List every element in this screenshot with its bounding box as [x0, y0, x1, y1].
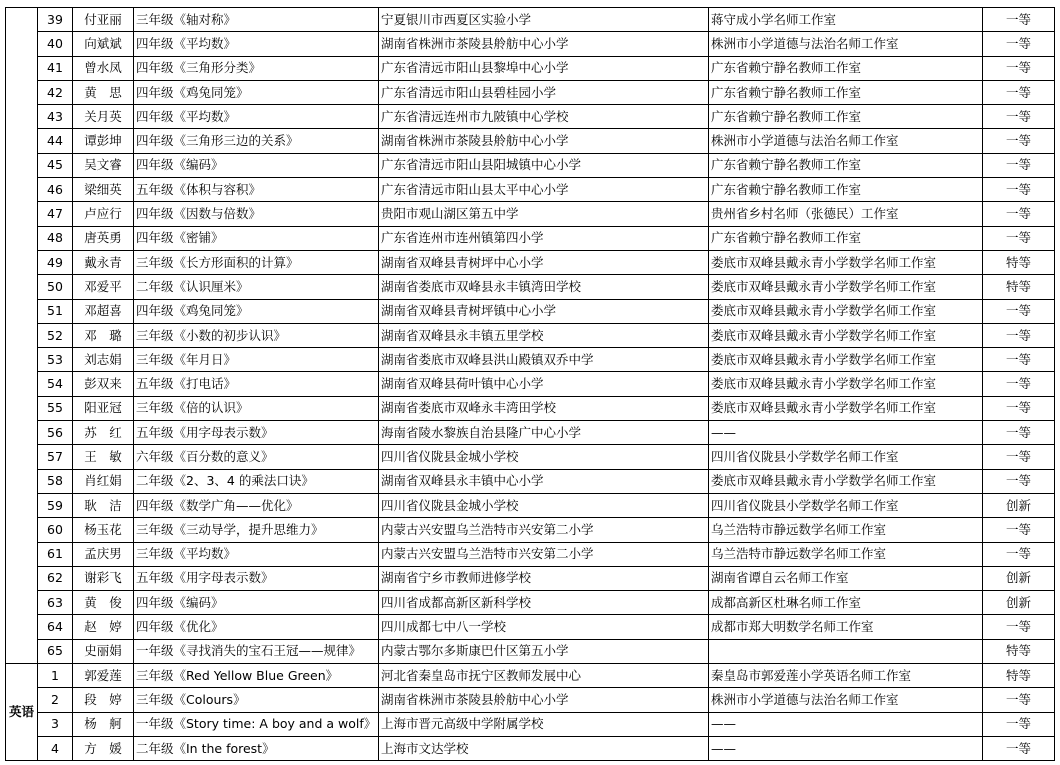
school-name: 河北省秦皇岛市抚宁区教师发展中心	[379, 664, 709, 688]
lesson-title: 四年级《平均数》	[134, 32, 379, 56]
table-row	[6, 736, 1055, 760]
award-level: 一等	[983, 105, 1055, 129]
award-level: 创新	[983, 493, 1055, 517]
teacher-name: 赵 婷	[73, 615, 134, 639]
studio-name: 广东省赖宁静名教师工作室	[709, 178, 983, 202]
teacher-name: 邓爱平	[73, 275, 134, 299]
award-level: 一等	[983, 469, 1055, 493]
school-name: 湖南省双峰县永丰镇中心小学	[379, 469, 709, 493]
table-row	[6, 129, 1055, 153]
table-row	[6, 615, 1055, 639]
lesson-title: 四年级《编码》	[134, 591, 379, 615]
subject-cell	[6, 8, 38, 664]
school-name: 四川成都七中八一学校	[379, 615, 709, 639]
studio-name: 娄底市双峰县戴永青小学数学名师工作室	[709, 372, 983, 396]
studio-name: 贵州省乡村名师（张德民）工作室	[709, 202, 983, 226]
row-number: 1	[38, 664, 73, 688]
table-row	[6, 518, 1055, 542]
award-level: 特等	[983, 275, 1055, 299]
award-level: 特等	[983, 664, 1055, 688]
studio-name: 娄底市双峰县戴永青小学数学名师工作室	[709, 250, 983, 274]
teacher-name: 苏 红	[73, 421, 134, 445]
school-name: 湖南省株洲市茶陵县舲舫中心小学	[379, 688, 709, 712]
award-level: 一等	[983, 226, 1055, 250]
table-row	[6, 542, 1055, 566]
table-row	[6, 105, 1055, 129]
teacher-name: 谭彭坤	[73, 129, 134, 153]
lesson-title: 四年级《因数与倍数》	[134, 202, 379, 226]
row-number: 39	[38, 8, 73, 32]
subject-cell: 英语	[6, 664, 38, 761]
teacher-name: 肖红娟	[73, 469, 134, 493]
row-number: 59	[38, 493, 73, 517]
teacher-name: 王 敏	[73, 445, 134, 469]
table-row	[6, 493, 1055, 517]
award-level: 一等	[983, 372, 1055, 396]
studio-name: 乌兰浩特市静远数学名师工作室	[709, 542, 983, 566]
row-number: 60	[38, 518, 73, 542]
table-row	[6, 250, 1055, 274]
teacher-name: 吴文睿	[73, 153, 134, 177]
studio-name: 娄底市双峰县戴永青小学数学名师工作室	[709, 348, 983, 372]
table-row	[6, 348, 1055, 372]
row-number: 57	[38, 445, 73, 469]
school-name: 湖南省株洲市茶陵县舲舫中心小学	[379, 32, 709, 56]
studio-name: 娄底市双峰县戴永青小学数学名师工作室	[709, 469, 983, 493]
school-name: 湖南省双峰县青树坪镇中心小学	[379, 299, 709, 323]
studio-name: 株洲市小学道德与法治名师工作室	[709, 32, 983, 56]
studio-name: 广东省赖宁静名教师工作室	[709, 105, 983, 129]
school-name: 贵阳市观山湖区第五中学	[379, 202, 709, 226]
studio-name: 乌兰浩特市静远数学名师工作室	[709, 518, 983, 542]
table-row	[6, 372, 1055, 396]
lesson-title: 四年级《编码》	[134, 153, 379, 177]
table-row	[6, 591, 1055, 615]
award-level: 创新	[983, 591, 1055, 615]
lesson-title: 四年级《三角形分类》	[134, 56, 379, 80]
teacher-name: 曾水凤	[73, 56, 134, 80]
studio-name: 成都高新区杜琳名师工作室	[709, 591, 983, 615]
award-level: 一等	[983, 8, 1055, 32]
award-level: 特等	[983, 250, 1055, 274]
row-number: 45	[38, 153, 73, 177]
school-name: 湖南省株洲市茶陵县舲舫中心小学	[379, 129, 709, 153]
award-level: 一等	[983, 299, 1055, 323]
row-number: 48	[38, 226, 73, 250]
teacher-name: 唐英勇	[73, 226, 134, 250]
studio-name: 株洲市小学道德与法治名师工作室	[709, 688, 983, 712]
award-level: 一等	[983, 153, 1055, 177]
table-row	[6, 299, 1055, 323]
award-level: 一等	[983, 56, 1055, 80]
studio-name: ——	[709, 421, 983, 445]
table-row	[6, 688, 1055, 712]
award-level: 一等	[983, 202, 1055, 226]
lesson-title: 一年级《寻找消失的宝石王冠——规律》	[134, 639, 379, 663]
award-level: 一等	[983, 80, 1055, 104]
row-number: 49	[38, 250, 73, 274]
teacher-name: 耿 洁	[73, 493, 134, 517]
lesson-title: 三年级《长方形面积的计算》	[134, 250, 379, 274]
row-number: 43	[38, 105, 73, 129]
studio-name: 广东省赖宁静名教师工作室	[709, 80, 983, 104]
row-number: 44	[38, 129, 73, 153]
table-row	[6, 323, 1055, 347]
row-number: 58	[38, 469, 73, 493]
teacher-name: 黄 俊	[73, 591, 134, 615]
studio-name: 湖南省谭自云名师工作室	[709, 566, 983, 590]
row-number: 53	[38, 348, 73, 372]
school-name: 上海市晋元高级中学附属学校	[379, 712, 709, 736]
teacher-name: 付亚丽	[73, 8, 134, 32]
lesson-title: 四年级《鸡兔同笼》	[134, 80, 379, 104]
school-name: 宁夏银川市西夏区实验小学	[379, 8, 709, 32]
studio-name: 娄底市双峰县戴永青小学数学名师工作室	[709, 396, 983, 420]
table-row	[6, 202, 1055, 226]
lesson-title: 一年级《Story time: A boy and a wolf》	[134, 712, 379, 736]
teacher-name: 杨玉花	[73, 518, 134, 542]
award-level: 一等	[983, 712, 1055, 736]
school-name: 湖南省双峰县永丰镇五里学校	[379, 323, 709, 347]
row-number: 47	[38, 202, 73, 226]
lesson-title: 四年级《鸡兔同笼》	[134, 299, 379, 323]
table-row	[6, 56, 1055, 80]
row-number: 46	[38, 178, 73, 202]
school-name: 四川省仪陇县金城小学校	[379, 445, 709, 469]
row-number: 4	[38, 736, 73, 760]
lesson-title: 四年级《三角形三边的关系》	[134, 129, 379, 153]
lesson-title: 三年级《三动导学，提升思维力》	[134, 518, 379, 542]
awards-table	[5, 7, 1055, 761]
lesson-title: 三年级《平均数》	[134, 542, 379, 566]
row-number: 2	[38, 688, 73, 712]
school-name: 内蒙古兴安盟乌兰浩特市兴安第二小学	[379, 542, 709, 566]
lesson-title: 三年级《Red Yellow Blue Green》	[134, 664, 379, 688]
teacher-name: 刘志娟	[73, 348, 134, 372]
award-level: 一等	[983, 178, 1055, 202]
row-number: 56	[38, 421, 73, 445]
studio-name: 娄底市双峰县戴永青小学数学名师工作室	[709, 323, 983, 347]
school-name: 广东省清远连州市九陂镇中心学校	[379, 105, 709, 129]
award-level: 一等	[983, 736, 1055, 760]
row-number: 41	[38, 56, 73, 80]
lesson-title: 三年级《Colours》	[134, 688, 379, 712]
lesson-title: 五年级《用字母表示数》	[134, 566, 379, 590]
teacher-name: 杨 舸	[73, 712, 134, 736]
lesson-title: 六年级《百分数的意义》	[134, 445, 379, 469]
row-number: 52	[38, 323, 73, 347]
teacher-name: 向斌斌	[73, 32, 134, 56]
table-row	[6, 275, 1055, 299]
lesson-title: 三年级《年月日》	[134, 348, 379, 372]
lesson-title: 三年级《倍的认识》	[134, 396, 379, 420]
row-number: 63	[38, 591, 73, 615]
school-name: 湖南省娄底市双峰永丰湾田学校	[379, 396, 709, 420]
studio-name: 秦皇岛市郭爱莲小学英语名师工作室	[709, 664, 983, 688]
row-number: 51	[38, 299, 73, 323]
row-number: 50	[38, 275, 73, 299]
row-number: 62	[38, 566, 73, 590]
table-row	[6, 421, 1055, 445]
award-level: 一等	[983, 688, 1055, 712]
school-name: 湖南省娄底市双峰县洪山殿镇双乔中学	[379, 348, 709, 372]
table-row	[6, 664, 1055, 688]
teacher-name: 郭爱莲	[73, 664, 134, 688]
lesson-title: 二年级《In the forest》	[134, 736, 379, 760]
teacher-name: 谢彩飞	[73, 566, 134, 590]
teacher-name: 黄 思	[73, 80, 134, 104]
table-row	[6, 8, 1055, 32]
award-level: 一等	[983, 32, 1055, 56]
awards-table-body	[6, 8, 1055, 761]
row-number: 61	[38, 542, 73, 566]
table-row	[6, 396, 1055, 420]
studio-name: 广东省赖宁静名教师工作室	[709, 226, 983, 250]
teacher-name: 方 媛	[73, 736, 134, 760]
award-level: 一等	[983, 615, 1055, 639]
award-level: 一等	[983, 129, 1055, 153]
lesson-title: 五年级《体积与容积》	[134, 178, 379, 202]
school-name: 四川省成都高新区新科学校	[379, 591, 709, 615]
school-name: 广东省清远市阳山县黎埠中心小学	[379, 56, 709, 80]
table-row	[6, 712, 1055, 736]
studio-name: 株洲市小学道德与法治名师工作室	[709, 129, 983, 153]
award-level: 一等	[983, 348, 1055, 372]
table-row	[6, 226, 1055, 250]
school-name: 海南省陵水黎族自治县隆广中心小学	[379, 421, 709, 445]
award-level: 创新	[983, 566, 1055, 590]
teacher-name: 关月英	[73, 105, 134, 129]
lesson-title: 四年级《数学广角——优化》	[134, 493, 379, 517]
teacher-name: 阳亚冠	[73, 396, 134, 420]
teacher-name: 孟庆男	[73, 542, 134, 566]
award-level: 一等	[983, 421, 1055, 445]
lesson-title: 二年级《2、3、4 的乘法口诀》	[134, 469, 379, 493]
lesson-title: 二年级《认识厘米》	[134, 275, 379, 299]
school-name: 湖南省娄底市双峰县永丰镇湾田学校	[379, 275, 709, 299]
table-row	[6, 32, 1055, 56]
teacher-name: 卢应行	[73, 202, 134, 226]
lesson-title: 三年级《轴对称》	[134, 8, 379, 32]
table-row	[6, 178, 1055, 202]
lesson-title: 四年级《密铺》	[134, 226, 379, 250]
teacher-name: 史丽娟	[73, 639, 134, 663]
lesson-title: 五年级《用字母表示数》	[134, 421, 379, 445]
lesson-title: 四年级《平均数》	[134, 105, 379, 129]
teacher-name: 邓超喜	[73, 299, 134, 323]
studio-name	[709, 639, 983, 663]
studio-name: 四川省仪陇县小学数学名师工作室	[709, 445, 983, 469]
row-number: 40	[38, 32, 73, 56]
teacher-name: 彭双来	[73, 372, 134, 396]
studio-name: 娄底市双峰县戴永青小学数学名师工作室	[709, 275, 983, 299]
award-level: 特等	[983, 639, 1055, 663]
table-row	[6, 153, 1055, 177]
row-number: 55	[38, 396, 73, 420]
school-name: 广东省清远市阳山县碧桂园小学	[379, 80, 709, 104]
school-name: 湖南省双峰县青树坪中心小学	[379, 250, 709, 274]
studio-name: 广东省赖宁静名教师工作室	[709, 153, 983, 177]
row-number: 42	[38, 80, 73, 104]
award-level: 一等	[983, 542, 1055, 566]
row-number: 54	[38, 372, 73, 396]
award-level: 一等	[983, 396, 1055, 420]
table-row	[6, 469, 1055, 493]
school-name: 湖南省双峰县荷叶镇中心小学	[379, 372, 709, 396]
school-name: 广东省连州市连州镇第四小学	[379, 226, 709, 250]
studio-name: 成都市郑大明数学名师工作室	[709, 615, 983, 639]
studio-name: 蒋守成小学名师工作室	[709, 8, 983, 32]
teacher-name: 邓 璐	[73, 323, 134, 347]
school-name: 内蒙古兴安盟乌兰浩特市兴安第二小学	[379, 518, 709, 542]
row-number: 3	[38, 712, 73, 736]
table-row	[6, 445, 1055, 469]
award-level: 一等	[983, 445, 1055, 469]
school-name: 内蒙古鄂尔多斯康巴什区第五小学	[379, 639, 709, 663]
school-name: 广东省清远市阳山县太平中心小学	[379, 178, 709, 202]
teacher-name: 梁细英	[73, 178, 134, 202]
studio-name: 四川省仪陇县小学数学名师工作室	[709, 493, 983, 517]
school-name: 上海市文达学校	[379, 736, 709, 760]
lesson-title: 四年级《优化》	[134, 615, 379, 639]
teacher-name: 戴永青	[73, 250, 134, 274]
school-name: 四川省仪陇县金城小学校	[379, 493, 709, 517]
table-row	[6, 639, 1055, 663]
table-row	[6, 566, 1055, 590]
studio-name: 娄底市双峰县戴永青小学数学名师工作室	[709, 299, 983, 323]
school-name: 广东省清远市阳山县阳城镇中心小学	[379, 153, 709, 177]
school-name: 湖南省宁乡市教师进修学校	[379, 566, 709, 590]
lesson-title: 三年级《小数的初步认识》	[134, 323, 379, 347]
row-number: 65	[38, 639, 73, 663]
studio-name: ——	[709, 712, 983, 736]
studio-name: 广东省赖宁静名教师工作室	[709, 56, 983, 80]
row-number: 64	[38, 615, 73, 639]
teacher-name: 段 婷	[73, 688, 134, 712]
award-level: 一等	[983, 518, 1055, 542]
studio-name: ——	[709, 736, 983, 760]
table-row	[6, 80, 1055, 104]
award-level: 一等	[983, 323, 1055, 347]
lesson-title: 五年级《打电话》	[134, 372, 379, 396]
